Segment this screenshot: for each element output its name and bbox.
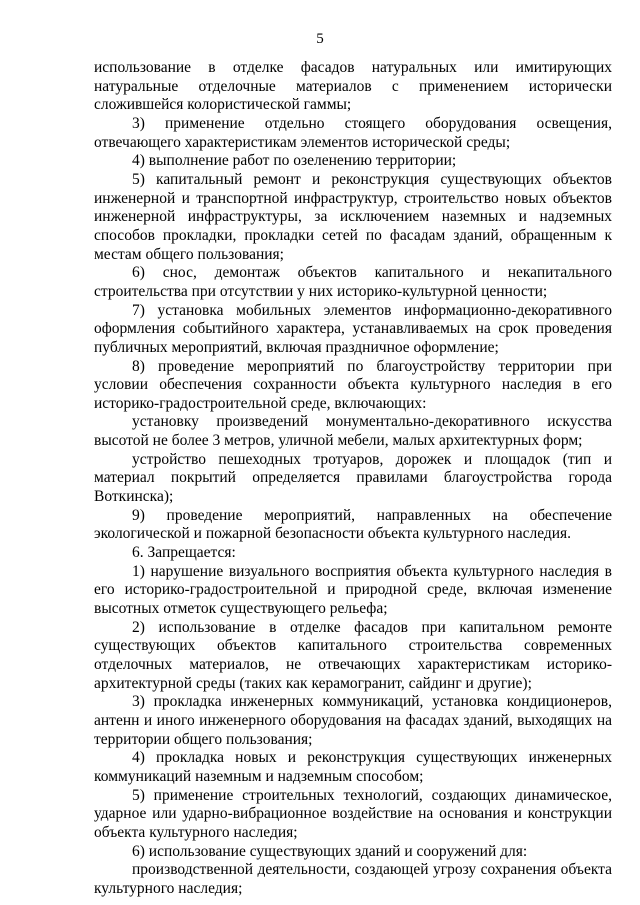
paragraph-prohibited-4: 4) прокладка новых и реконструкция существующих инженерных коммуникаций наземным и надземным способом; [94,749,612,785]
paragraph-subitem-monuments: установку произведений монументально-декоративного искусства высотой не более 3 метров, уличной мебели, малых архитектурных форм; [94,413,612,450]
paragraph-item-4-landscaping: 4) выполнение работ по озеленению территории; [132,152,457,170]
paragraph-prohibited-1: 1) нарушение визуального восприятия объекта культурного наследия в его историко-градостроительной и природной среде, включая изменение высотных отметок существующего рельефа; [94,562,612,618]
paragraph-prohibited-3: 3) прокладка инженерных коммуникаций, установка кондиционеров, антенн и иного инженерного оборудования на фасадах зданий, выходящих на территории общего пользования; [94,693,612,748]
paragraph-continuation: использование в отделке фасадов натуральных или имитирующих натуральные отделочные материалов с применением исторически сложившейся колористической гаммы; [94,59,612,114]
paragraph-item-5-infrastructure: 5) капитальный ремонт и реконструкция существующих объектов инженерной и транспортной инфраструктур, строительство новых объектов инженерной инфраструктуры, за исключением наземных и надземных способов прокладки, прокладки сетей по фасадам зданий, обращенным к местам общего пользования; [94,170,612,263]
section-heading-prohibited: 6. Запрещается: [132,544,236,562]
paragraph-subitem-sidewalks: устройство пешеходных тротуаров, дорожек и площадок (тип и материал покрытий определяется правилами благоустройства города Воткинска); [94,450,612,506]
paragraph-prohibited-5: 5) применение строительных технологий, создающих динамическое, ударное или ударно-вибрационное воздействие на основания и конструкции объекта культурного наследия; [94,786,612,841]
paragraph-item-9-safety: 9) проведение мероприятий, направленных на обеспечение экологической и пожарной безопасности объекта культурного наследия. [94,506,612,543]
document-body [94,59,612,899]
paragraph-item-3-lighting: 3) применение отдельно стоящего оборудования освещения, отвечающего характеристикам элементов исторической среды; [94,114,612,151]
paragraph-prohibited-6-subitem: производственной деятельности, создающей угрозу сохранения объекта культурного наследия; [94,861,612,897]
paragraph-item-7-mobile-elements: 7) установка мобильных элементов информационно-декоративного оформления событийного характера, устанавливаемых на срок проведения публичных мероприятий, включая праздничное оформление; [94,301,612,356]
paragraph-prohibited-6: 6) использование существующих зданий и сооружений для: [132,842,528,860]
page-number: 5 [316,31,324,47]
paragraph-item-6-demolition: 6) снос, демонтаж объектов капитального и некапитального строительства при отсутствии у них историко-культурной ценности; [94,264,612,300]
paragraph-item-8-improvement: 8) проведение мероприятий по благоустройству территории при условии обеспечения сохранности объекта культурного наследия в его историко-градостроительной среде, включающих: [94,357,612,412]
paragraph-prohibited-2: 2) использование в отделке фасадов при капитальном ремонте существующих объектов капитального строительства современных отделочных материалов, не отвечающих характеристикам историко-архитектурной среды (таких как керамогранит, сайдинг и другие); [94,618,612,692]
